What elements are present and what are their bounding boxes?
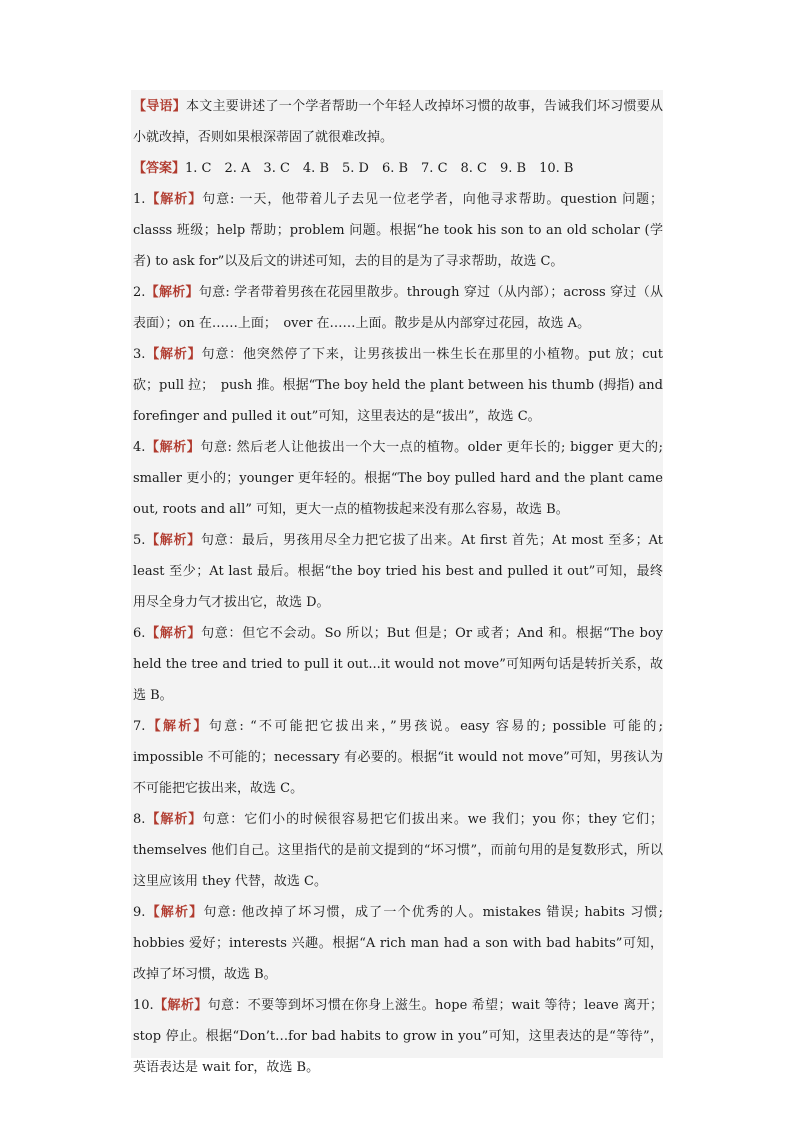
item-number: 10. (133, 998, 154, 1013)
explanation-item-7 (133, 711, 663, 804)
explanation-text: 句意: 然后老人让他拔出一个大一点的植物。older 更年长的; bigger 更大的; smaller 更小的；younger 更年轻的。根据“The boy pulled hard and the plant came out, roots and all” 可知，更大一点的植物拔起来没有那么容易，故选 B。 (133, 440, 663, 517)
explanation-tag: 【解析】 (145, 347, 202, 362)
explanation-item-8 (133, 804, 663, 897)
explanation-item-3 (133, 339, 663, 432)
explanation-item-6 (133, 618, 663, 711)
item-number: 3. (133, 347, 146, 362)
explanation-tag: 【解析】 (145, 533, 201, 548)
explanation-tag: 【解析】 (145, 285, 199, 300)
explanation-text: 句意：最后，男孩用尽全力把它拔了出来。At first 首先；At most 至多；At least 至少；At last 最后。根据“the boy tried his best and pulled it out”可知，最终用尽全身力气才拔出它，故选 D。 (133, 533, 663, 610)
explanation-tag: 【解析】 (145, 719, 209, 734)
explanation-text: 句意: 一天，他带着儿子去见一位老学者，向他寻求帮助。question 问题；classs 班级；help 帮助；problem 问题。根据“he took his son to an old scholar (学者) to ask for”以及后文的讲述可知，去的目的是为了寻求帮助，故选 C。 (133, 192, 663, 269)
item-number: 9. (133, 905, 146, 920)
answer-key-paragraph (133, 153, 663, 184)
explanation-tag: 【解析】 (153, 998, 208, 1013)
answer-key-tag: 【答案】 (133, 161, 186, 176)
item-number: 1. (133, 192, 146, 207)
answer-explanation-panel (131, 90, 663, 1075)
explanation-text: 句意: “不可能把它拔出来，”男孩说。easy 容易的; possible 可能的; impossible 不可能的；necessary 有必要的。根据“it would not move”可知，男孩认为不可能把它拔出来，故选 C。 (133, 719, 663, 796)
explanation-item-2 (133, 277, 663, 339)
explanation-item-5 (133, 525, 663, 618)
explanation-item-1 (133, 184, 663, 277)
explanation-text: 句意：但它不会动。So 所以；But 但是；Or 或者；And 和。根据“The boy held the tree and tried to pull it out...it would not move”可知两句话是转折关系，故选 B。 (133, 626, 663, 703)
explanation-text: 句意：它们小的时候很容易把它们拔出来。we 我们；you 你；they 它们；themselves 他们自己。这里指代的是前文提到的“坏习惯”，而前句用的是复数形式，所以这里应该用 they 代替，故选 C。 (133, 812, 663, 889)
explanation-text: 句意：不要等到坏习惯在你身上滋生。hope 希望；wait 等待；leave 离开；stop 停止。根据“Don’t…for bad habits to grow in you”可知，这里表达的是“等待”，英语表达是 wait for，故选 B。 (133, 998, 663, 1075)
explanation-tag: 【解析】 (145, 440, 201, 455)
explanation-text: 句意: 学者带着男孩在花园里散步。through 穿过（从内部）；across 穿过（从表面）；on 在……上面； over 在……上面。散步是从内部穿过花园，故选 A。 (133, 285, 663, 331)
intro-text: 本文主要讲述了一个学者帮助一个年轻人改掉坏习惯的故事，告诫我们坏习惯要从小就改掉，否则如果根深蒂固了就很难改掉。 (133, 99, 663, 145)
explanation-item-10 (133, 990, 663, 1083)
explanation-tag: 【解析】 (145, 626, 202, 641)
item-number: 2. (133, 285, 146, 300)
explanation-tag: 【解析】 (145, 192, 203, 207)
explanation-tag: 【解析】 (145, 905, 204, 920)
item-number: 6. (133, 626, 146, 641)
answer-key-text: 1. C 2. A 3. C 4. B 5. D 6. B 7. C 8. C 9. B 10. B (185, 161, 574, 176)
intro-paragraph (133, 91, 663, 153)
item-number: 7. (133, 719, 146, 734)
item-number: 5. (133, 533, 146, 548)
explanation-text: 句意：他突然停了下来，让男孩拔出一株生长在那里的小植物。put 放；cut 砍；pull 拉； push 推。根据“The boy held the plant between his thumb (拇指) and forefinger and pulled it out”可知，这里表达的是“拔出”，故选 C。 (133, 347, 663, 424)
explanation-tag: 【解析】 (145, 812, 203, 827)
explanation-item-9 (133, 897, 663, 990)
item-number: 4. (133, 440, 146, 455)
explanation-text: 句意: 他改掉了坏习惯，成了一个优秀的人。mistakes 错误; habits 习惯; hobbies 爱好；interests 兴趣。根据“A rich man had a son with bad habits”可知，改掉了坏习惯，故选 B。 (133, 905, 663, 982)
explanation-item-4 (133, 432, 663, 525)
item-number: 8. (133, 812, 146, 827)
intro-tag: 【导语】 (133, 99, 187, 114)
